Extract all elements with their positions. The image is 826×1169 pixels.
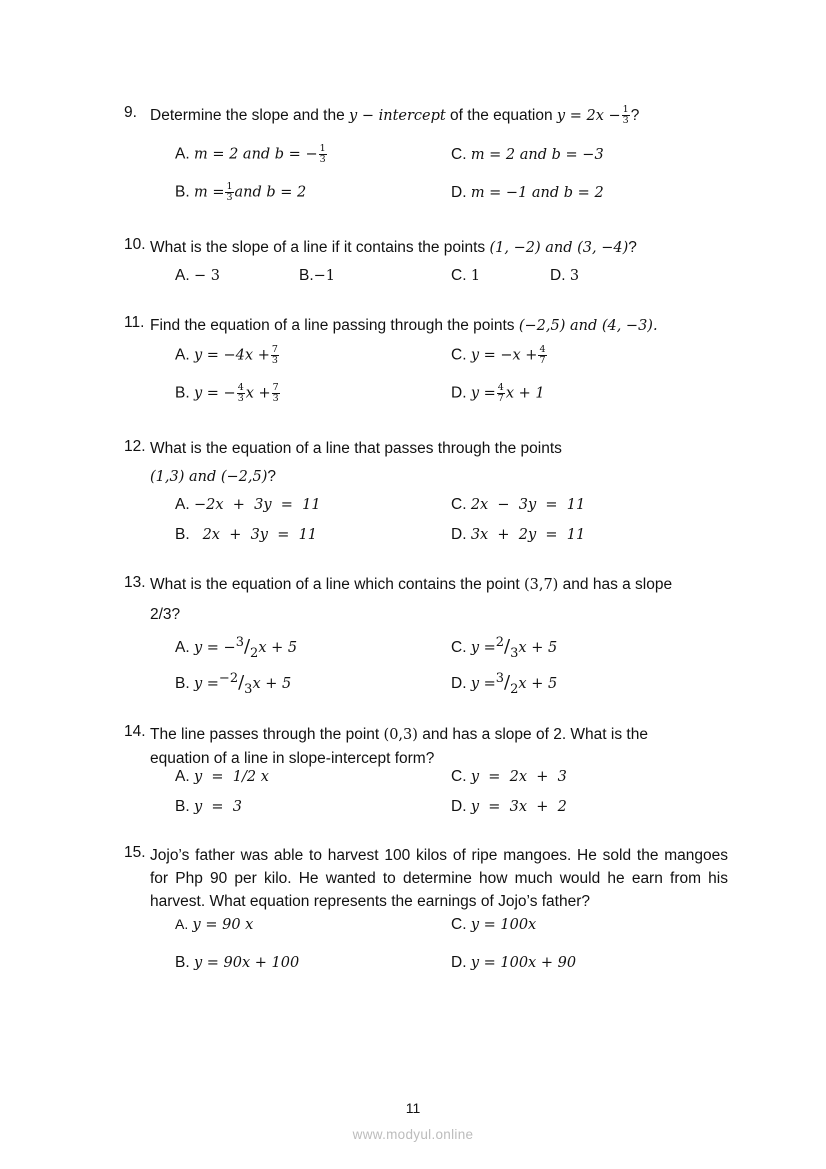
question-number: 12. [124, 438, 146, 455]
question-text: What is the equation of a line that passes through the points (1,3) and (−2,5)? [150, 440, 562, 485]
option-b[interactable]: B. y = 3 [175, 798, 242, 815]
question-11 [124, 314, 734, 338]
question-15 [124, 844, 728, 913]
option-a[interactable]: A. $y = -^3/_2x + 5$ [175, 635, 298, 661]
question-number: 10. [124, 236, 146, 253]
question-text: What is the equation of a line which contains the point (3,7) and has a slope 2/3? [150, 576, 673, 623]
question-14 [124, 723, 734, 770]
option-a[interactable]: A. y = −4x + $\frac{7}{3}$ [175, 344, 278, 366]
option-a[interactable]: A. m = 2 and b = − $\frac{1}{3}$ [175, 143, 326, 165]
option-b[interactable]: B. m = $\frac{1}{3}$ and b = 2 [175, 181, 307, 203]
question-text: Determine the slope and the y − intercept of the equation y = 2x − $\frac{1}{3}$ ? [150, 104, 640, 127]
option-b[interactable]: B.−1 [299, 267, 336, 284]
question-number: 14. [124, 723, 146, 740]
option-c[interactable]: C. y = 2x + 3 [451, 768, 567, 785]
option-c[interactable]: C. m = 2 and b = −3 [451, 146, 604, 163]
option-d[interactable]: D. y = 100x + 90 [451, 954, 577, 971]
option-a[interactable]: A. − 3 [175, 267, 220, 284]
option-b[interactable]: B. $y =^{-2}/_3x + 5$ [175, 671, 292, 697]
question-13 [124, 574, 734, 629]
fraction: $\frac{1}{3}$ [622, 104, 629, 127]
option-d[interactable]: D. y = 3x + 2 [451, 798, 567, 815]
question-number: 11. [124, 314, 145, 331]
page-number: 11 [405, 1100, 421, 1116]
option-a[interactable]: A. y = 1/2 x [175, 768, 269, 785]
option-c[interactable]: C. $y =^2/_3x + 5$ [451, 635, 558, 661]
option-c[interactable]: C. y = −x + $\frac{4}{7}$ [451, 344, 546, 366]
option-d[interactable]: D. m = −1 and b = 2 [451, 184, 604, 201]
question-number: 9. [124, 104, 137, 121]
option-b[interactable]: B. 2x + 3y = 11 [175, 526, 318, 543]
question-number: 13. [124, 574, 146, 591]
option-b[interactable]: B. y = 90x + 100 [175, 954, 300, 971]
question-text: Jojo’s father was able to harvest 100 kilos of ripe mangoes. He sold the mangoes for Php 90 per kilo. He wanted to determine how much would he earn from his harvest. What equation represents the earnings of Jojo’s father? [150, 847, 728, 910]
question-text: The line passes through the point (0,3) and has a slope of 2. What is the equation of a line in slope-intercept form? [150, 726, 648, 767]
question-number: 15. [124, 844, 146, 861]
question-12 [124, 438, 734, 491]
option-d[interactable]: D. $y =^3/_2x + 5$ [451, 671, 558, 697]
question-9 [124, 104, 734, 128]
option-c[interactable]: C. 1 [451, 267, 481, 284]
option-d[interactable]: D. 3x + 2y = 11 [451, 526, 586, 543]
question-10 [124, 236, 734, 260]
option-c[interactable]: C. y = 100x [451, 916, 537, 933]
option-a[interactable]: A. y = 90 x [175, 916, 254, 933]
option-d[interactable]: D. y = $\frac{4}{7}$ x + 1 [451, 382, 545, 404]
option-b[interactable]: B. y = − $\frac{4}{3}$ x + $\frac{7}{3}$ [175, 382, 279, 404]
option-c[interactable]: C. 2x − 3y = 11 [451, 496, 586, 513]
watermark: www.modyul.online [352, 1127, 474, 1142]
option-a[interactable]: A. −2x + 3y = 11 [175, 496, 321, 513]
question-text: Find the equation of a line passing through the points (−2,5) and (4, −3). [150, 317, 658, 334]
option-d[interactable]: D. 3 [550, 267, 580, 284]
question-text: What is the slope of a line if it contains the points (1, −2) and (3, −4)? [150, 239, 637, 256]
